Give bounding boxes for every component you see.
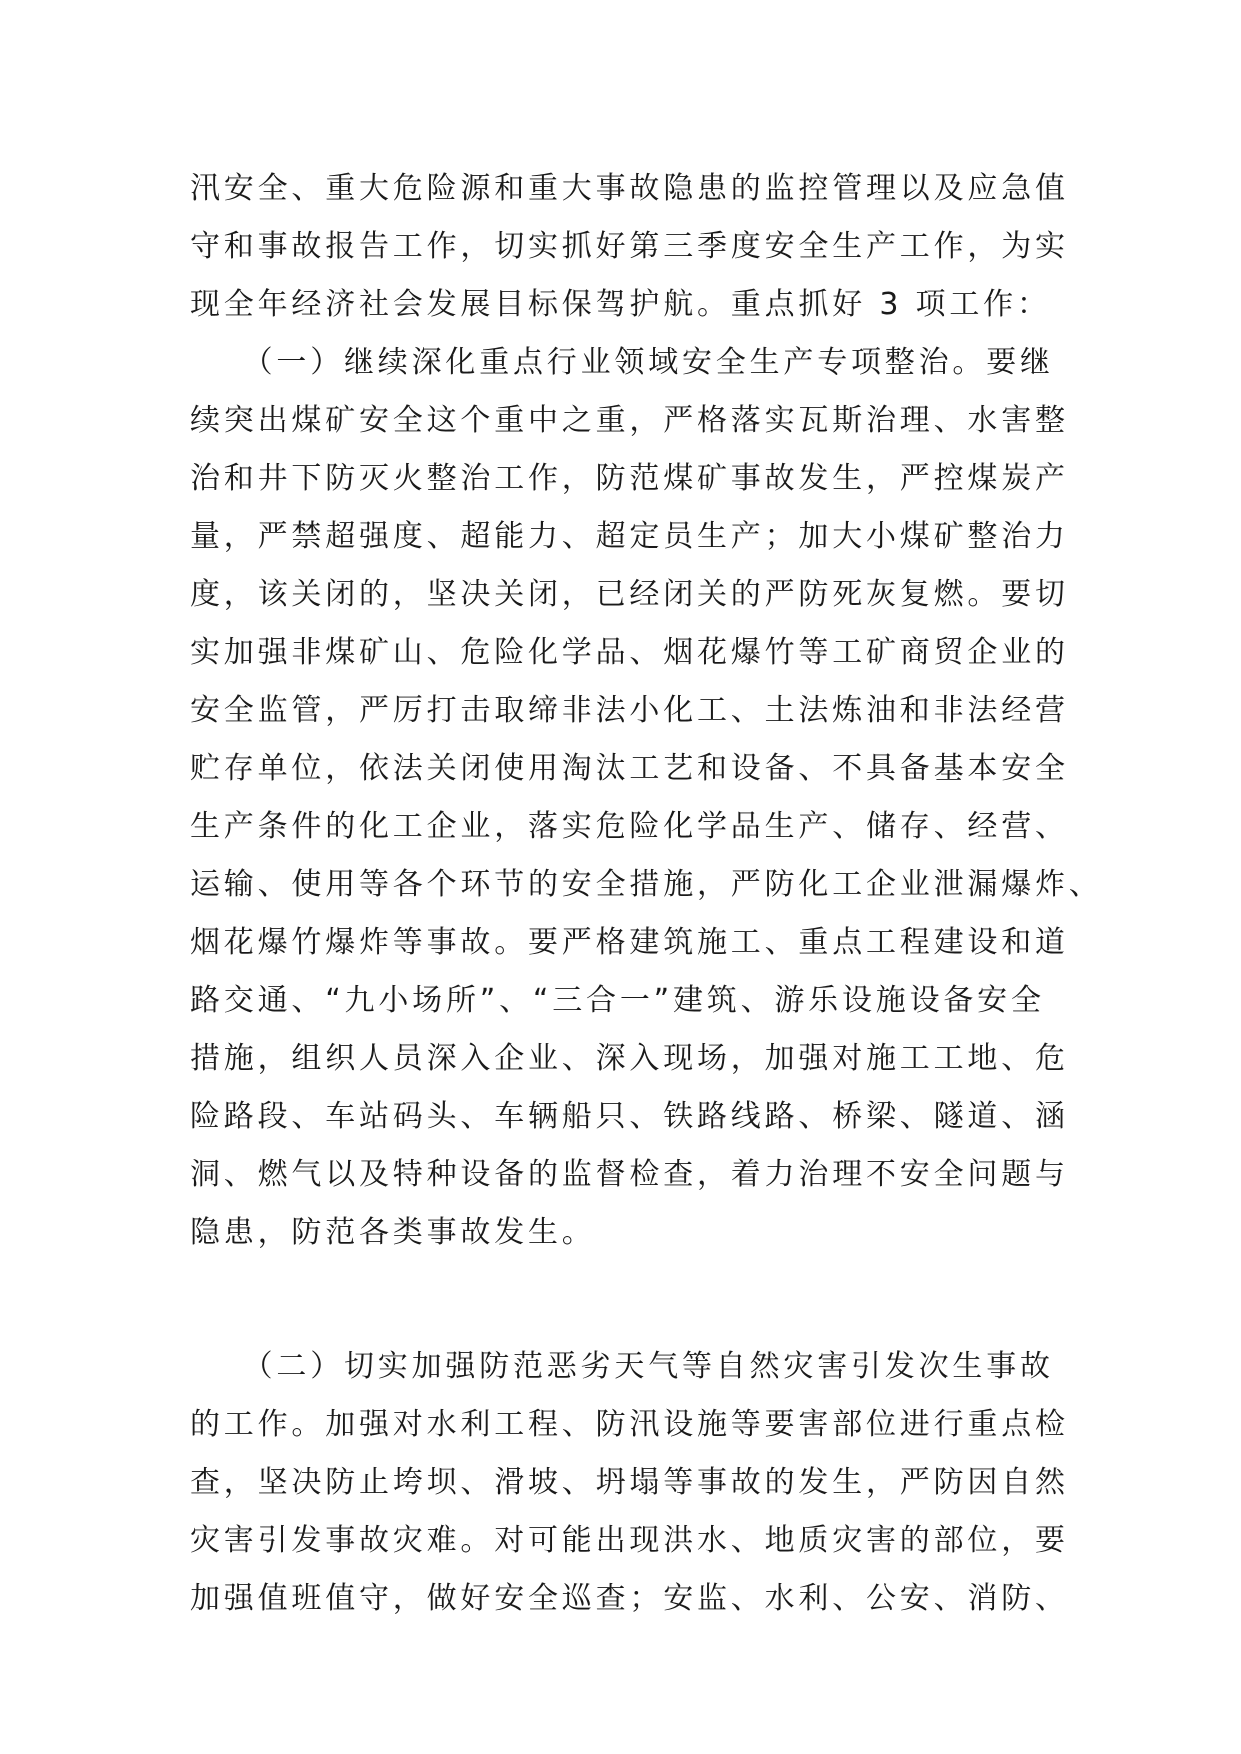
paragraph-section-two [190, 1338, 1070, 1628]
body-text [190, 160, 1103, 1628]
text-line: 运输、使用等各个环节的安全措施，严防化工企业泄漏爆炸、 [190, 867, 1103, 902]
text-line: 灾害引发事故灾难。对可能出现洪水、地质灾害的部位，要 [190, 1523, 1069, 1558]
text-line: 加强值班值守，做好安全巡查；安监、水利、公安、消防、 [190, 1581, 1069, 1616]
paragraph-continuation [190, 160, 1070, 334]
text-line: 安全监管，严厉打击取缔非法小化工、土法炼油和非法经营 [190, 693, 1069, 728]
text-line: 守和事故报告工作，切实抓好第三季度安全生产工作，为实 [190, 229, 1069, 264]
text-line: 贮存单位，依法关闭使用淘汰工艺和设备、不具备基本安全 [190, 751, 1069, 786]
text-line: 洞、燃气以及特种设备的监督检查，着力治理不安全问题与 [190, 1157, 1069, 1192]
paragraph-section-one [190, 334, 1103, 1320]
text-line: 查，坚决防止垮坝、滑坡、坍塌等事故的发生，严防因自然 [190, 1465, 1069, 1500]
text-line: 生产条件的化工企业，落实危险化学品生产、储存、经营、 [190, 809, 1069, 844]
text-line: 路交通、“九小场所”、“三合一”建筑、游乐设施设备安全 [190, 983, 1045, 1018]
text-line: （一）继续深化重点行业领域安全生产专项整治。要继 [190, 345, 1054, 380]
text-line: 现全年经济社会发展目标保驾护航。重点抓好 3 项工作： [190, 287, 1051, 322]
text-line: 险路段、车站码头、车辆船只、铁路线路、桥梁、隧道、涵 [190, 1099, 1069, 1134]
text-line: 度，该关闭的，坚决关闭，已经闭关的严防死灰复燃。要切 [190, 577, 1069, 612]
text-line: 量，严禁超强度、超能力、超定员生产；加大小煤矿整治力 [190, 519, 1069, 554]
text-line: 烟花爆竹爆炸等事故。要严格建筑施工、重点工程建设和道 [190, 925, 1069, 960]
text-line: 实加强非煤矿山、危险化学品、烟花爆竹等工矿商贸企业的 [190, 635, 1069, 670]
text-line: 隐患，防范各类事故发生。 [190, 1215, 596, 1250]
text-line: 治和井下防灭火整治工作，防范煤矿事故发生，严控煤炭产 [190, 461, 1069, 496]
text-line: 汛安全、重大危险源和重大事故隐患的监控管理以及应急值 [190, 171, 1069, 206]
text-line: （二）切实加强防范恶劣天气等自然灾害引发次生事故 [190, 1349, 1054, 1384]
text-line: 续突出煤矿安全这个重中之重，严格落实瓦斯治理、水害整 [190, 403, 1069, 438]
paragraph-gap [190, 1320, 1070, 1338]
text-line: 的工作。加强对水利工程、防汛设施等要害部位进行重点检 [190, 1407, 1069, 1442]
text-line: 措施，组织人员深入企业、深入现场，加强对施工工地、危 [190, 1041, 1069, 1076]
text-line [190, 1262, 1070, 1320]
